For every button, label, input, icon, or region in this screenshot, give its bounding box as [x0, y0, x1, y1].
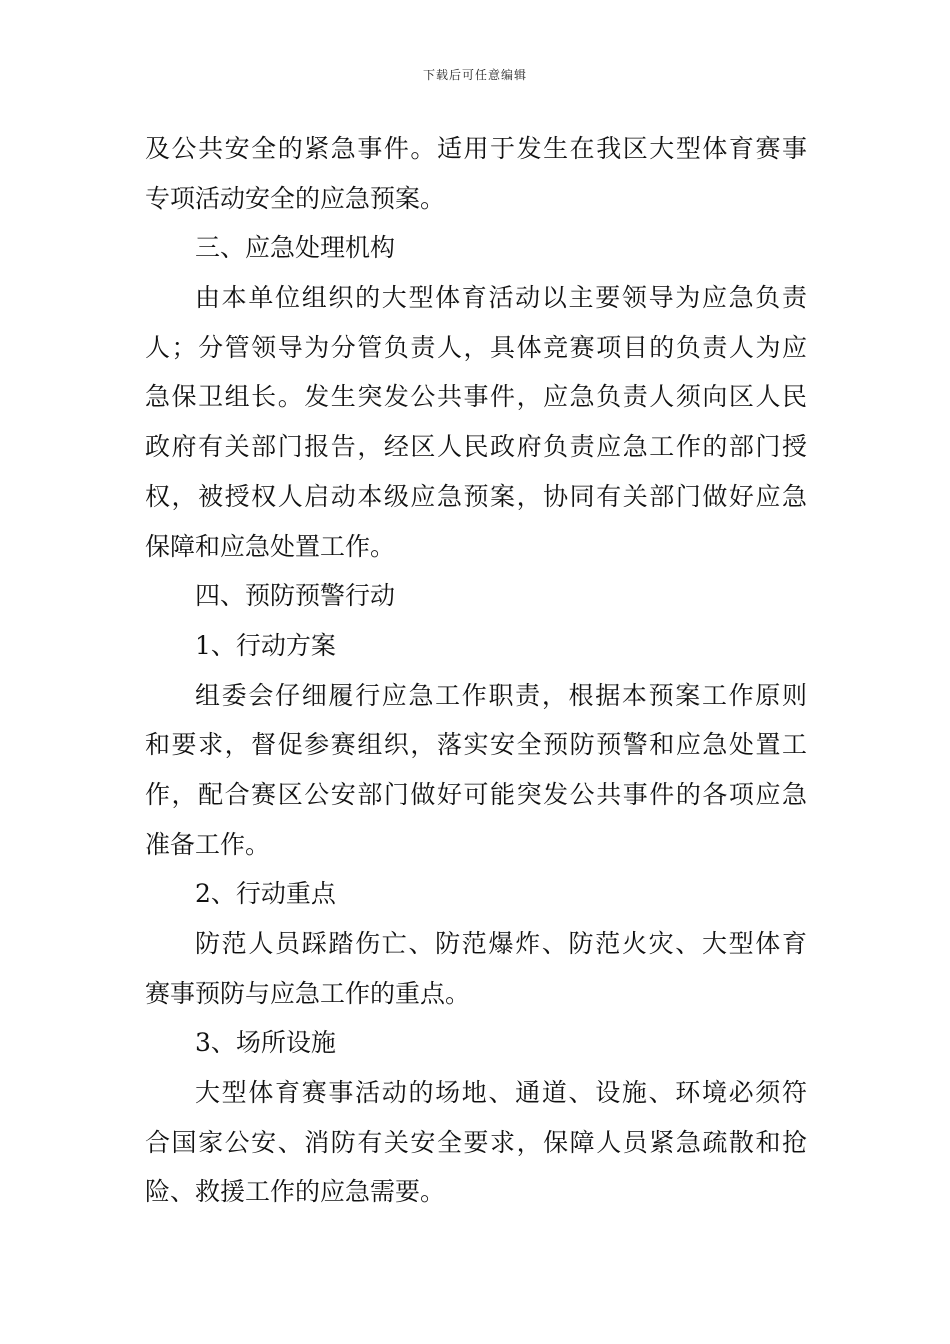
- page-header: 下载后可任意编辑: [422, 68, 527, 82]
- text-line-14: 作，配合赛区公安部门做好可能突发公共事件的各项应急: [145, 779, 807, 809]
- text-line-8: 权，被授权人启动本级应急预案，协同有关部门做好应急: [145, 481, 807, 511]
- text-line-20: 大型体育赛事活动的场地、通道、设施、环境必须符: [195, 1078, 807, 1108]
- text-line-7: 政府有关部门报告，经区人民政府负责应急工作的部门授: [145, 432, 807, 462]
- text-line-17: 防范人员踩踏伤亡、防范爆炸、防范火灾、大型体育: [195, 929, 807, 958]
- subheading-venue-facilities: 3、场所设施: [195, 1028, 336, 1058]
- text-line-1: 及公共安全的紧急事件。适用于发生在我区大型体育赛事: [145, 134, 807, 163]
- text-line-5: 人；分管领导为分管负责人，具体竞赛项目的负责人为应: [145, 332, 807, 362]
- section-heading-4: 四、预防预警行动: [195, 581, 396, 611]
- text-line-4: 由本单位组织的大型体育活动以主要领导为应急负责: [195, 283, 807, 313]
- text-line-9: 保障和应急处置工作。: [145, 531, 396, 561]
- text-line-12: 组委会仔细履行应急工作职责，根据本预案工作原则: [195, 680, 807, 710]
- text-line-22: 险、救援工作的应急需要。: [145, 1177, 446, 1207]
- subheading-action-plan: 1、行动方案: [195, 630, 336, 660]
- text-line-2: 专项活动安全的应急预案。: [145, 183, 446, 213]
- text-line-13: 和要求，督促参赛组织，落实安全预防预警和应急处置工: [145, 730, 807, 760]
- section-heading-3: 三、应急处理机构: [195, 233, 396, 263]
- text-line-18: 赛事预防与应急工作的重点。: [145, 978, 471, 1008]
- text-line-6: 急保卫组长。发生突发公共事件，应急负责人须向区人民: [145, 382, 807, 412]
- text-line-15: 准备工作。: [145, 829, 271, 859]
- text-line-21: 合国家公安、消防有关安全要求，保障人员紧急疏散和抢: [145, 1127, 807, 1157]
- document-body: [145, 124, 807, 1217]
- subheading-action-focus: 2、行动重点: [195, 879, 336, 909]
